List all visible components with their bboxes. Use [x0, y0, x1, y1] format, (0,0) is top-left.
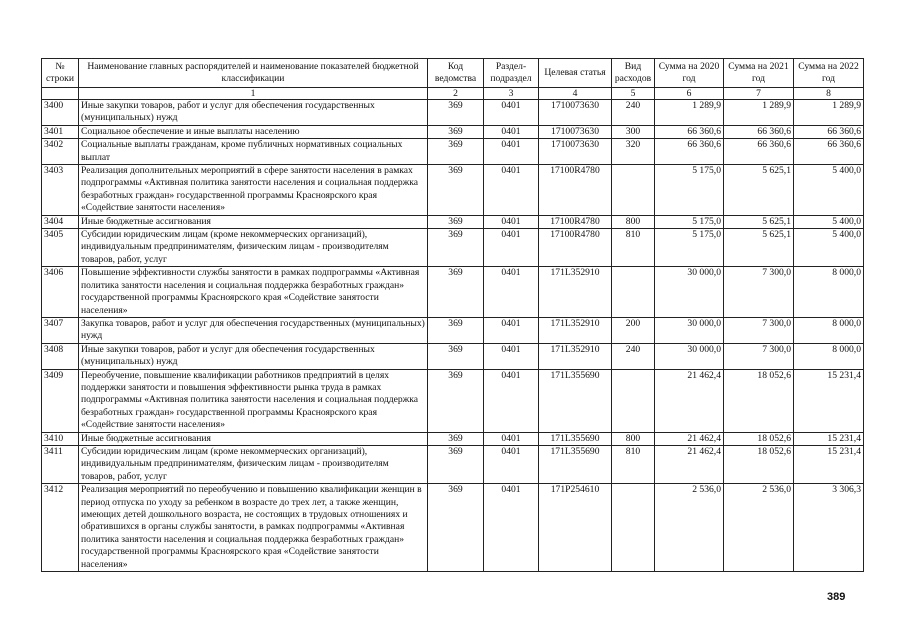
- budget-document: [41, 58, 863, 572]
- row-number: 3401: [42, 125, 79, 138]
- row-sum-2020: 66 360,6: [655, 139, 724, 165]
- row-name: Иные закупки товаров, работ и услуг для обеспечения государственных (муниципальных) нужд: [79, 343, 428, 369]
- row-section: 0401: [484, 317, 539, 343]
- row-name: Реализация дополнительных мероприятий в сфере занятости населения в рамках подпрограммы «Активная политика занятости населения и социальная поддержка безработных граждан» государственной программы Красноярского края «Содействие занятости населения»: [79, 165, 428, 216]
- row-target-article: 171L355690: [539, 369, 612, 432]
- row-dept-code: 369: [428, 267, 484, 318]
- row-target-article: 1710073630: [539, 139, 612, 165]
- row-sum-2022: 3 306,3: [794, 484, 864, 572]
- table-row: [42, 125, 864, 138]
- row-sum-2021: 66 360,6: [724, 125, 794, 138]
- row-expense-type: 320: [612, 139, 655, 165]
- table-header-row: [42, 59, 864, 88]
- row-sum-2021: 1 289,9: [724, 100, 794, 126]
- table-row: [42, 369, 864, 432]
- row-section: 0401: [484, 432, 539, 445]
- row-target-article: 17100R4780: [539, 229, 612, 267]
- row-sum-2020: 30 000,0: [655, 317, 724, 343]
- row-sum-2022: 8 000,0: [794, 267, 864, 318]
- row-dept-code: 369: [428, 445, 484, 483]
- table-row: [42, 432, 864, 445]
- row-sum-2022: 5 400,0: [794, 229, 864, 267]
- row-number: 3402: [42, 139, 79, 165]
- row-target-article: 1710073630: [539, 125, 612, 138]
- row-sum-2022: 15 231,4: [794, 432, 864, 445]
- column-number: [42, 88, 79, 100]
- header-section: Раздел-подраздел: [484, 59, 539, 88]
- header-target-article: Целевая статья: [539, 59, 612, 88]
- row-sum-2020: 2 536,0: [655, 484, 724, 572]
- column-number: 7: [724, 88, 794, 100]
- row-sum-2022: 5 400,0: [794, 165, 864, 216]
- column-number-row: [42, 88, 864, 100]
- column-number: 8: [794, 88, 864, 100]
- row-section: 0401: [484, 445, 539, 483]
- column-number: 3: [484, 88, 539, 100]
- row-dept-code: 369: [428, 125, 484, 138]
- row-number: 3409: [42, 369, 79, 432]
- row-sum-2020: 5 175,0: [655, 229, 724, 267]
- row-name: Переобучение, повышение квалификации работников предприятий в целях поддержки занятости и повышения эффективности рынка труда в рамках подпрограммы «Активная политика занятости населения и социальная поддержка безработных граждан» государственной программы Красноярского края «Содействие занятости населения»: [79, 369, 428, 432]
- row-sum-2021: 18 052,6: [724, 445, 794, 483]
- row-target-article: 171L352910: [539, 267, 612, 318]
- row-target-article: 171L352910: [539, 343, 612, 369]
- budget-table-body: [42, 100, 864, 572]
- row-section: 0401: [484, 229, 539, 267]
- column-number: 1: [79, 88, 428, 100]
- row-expense-type: 200: [612, 317, 655, 343]
- table-row: [42, 267, 864, 318]
- row-number: 3410: [42, 432, 79, 445]
- row-expense-type: [612, 369, 655, 432]
- row-dept-code: 369: [428, 139, 484, 165]
- row-expense-type: 240: [612, 100, 655, 126]
- header-sum-2020: Сумма на 2020 год: [655, 59, 724, 88]
- row-expense-type: 810: [612, 229, 655, 267]
- table-row: [42, 445, 864, 483]
- row-sum-2020: 30 000,0: [655, 267, 724, 318]
- row-dept-code: 369: [428, 317, 484, 343]
- column-number: 6: [655, 88, 724, 100]
- row-section: 0401: [484, 267, 539, 318]
- header-dept-code: Код ведомства: [428, 59, 484, 88]
- row-name: Иные бюджетные ассигнования: [79, 432, 428, 445]
- column-number: 4: [539, 88, 612, 100]
- row-sum-2021: 2 536,0: [724, 484, 794, 572]
- table-row: [42, 484, 864, 572]
- row-sum-2020: 5 175,0: [655, 215, 724, 228]
- table-row: [42, 343, 864, 369]
- header-sum-2021: Сумма на 2021 год: [724, 59, 794, 88]
- row-sum-2020: 21 462,4: [655, 445, 724, 483]
- page-number: 389: [827, 591, 846, 603]
- row-number: 3406: [42, 267, 79, 318]
- row-number: 3407: [42, 317, 79, 343]
- header-name: Наименование главных распорядителей и наименование показателей бюджетной классификации: [79, 59, 428, 88]
- row-number: 3404: [42, 215, 79, 228]
- row-dept-code: 369: [428, 215, 484, 228]
- row-target-article: 171P254610: [539, 484, 612, 572]
- row-target-article: 171L352910: [539, 317, 612, 343]
- row-name: Закупка товаров, работ и услуг для обеспечения государственных (муниципальных) нужд: [79, 317, 428, 343]
- row-section: 0401: [484, 343, 539, 369]
- table-row: [42, 215, 864, 228]
- row-number: 3412: [42, 484, 79, 572]
- row-dept-code: 369: [428, 165, 484, 216]
- column-number: 5: [612, 88, 655, 100]
- table-row: [42, 165, 864, 216]
- row-expense-type: 810: [612, 445, 655, 483]
- row-expense-type: [612, 165, 655, 216]
- row-dept-code: 369: [428, 100, 484, 126]
- row-section: 0401: [484, 100, 539, 126]
- row-section: 0401: [484, 215, 539, 228]
- row-number: 3400: [42, 100, 79, 126]
- row-expense-type: [612, 484, 655, 572]
- row-expense-type: 800: [612, 215, 655, 228]
- row-number: 3403: [42, 165, 79, 216]
- row-sum-2020: 21 462,4: [655, 432, 724, 445]
- row-section: 0401: [484, 125, 539, 138]
- row-sum-2020: 30 000,0: [655, 343, 724, 369]
- row-name: Иные закупки товаров, работ и услуг для обеспечения государственных (муниципальных) нужд: [79, 100, 428, 126]
- row-target-article: 171L355690: [539, 432, 612, 445]
- row-section: 0401: [484, 369, 539, 432]
- table-row: [42, 229, 864, 267]
- row-sum-2020: 1 289,9: [655, 100, 724, 126]
- table-row: [42, 317, 864, 343]
- row-sum-2021: 7 300,0: [724, 343, 794, 369]
- row-expense-type: 240: [612, 343, 655, 369]
- row-sum-2022: 8 000,0: [794, 317, 864, 343]
- row-section: 0401: [484, 484, 539, 572]
- row-target-article: 171L355690: [539, 445, 612, 483]
- row-sum-2021: 18 052,6: [724, 432, 794, 445]
- row-section: 0401: [484, 165, 539, 216]
- row-number: 3411: [42, 445, 79, 483]
- row-sum-2022: 66 360,6: [794, 139, 864, 165]
- header-row-number: № строки: [42, 59, 79, 88]
- row-sum-2022: 66 360,6: [794, 125, 864, 138]
- row-sum-2021: 5 625,1: [724, 215, 794, 228]
- row-sum-2021: 5 625,1: [724, 229, 794, 267]
- row-target-article: 1710073630: [539, 100, 612, 126]
- row-sum-2022: 1 289,9: [794, 100, 864, 126]
- row-section: 0401: [484, 139, 539, 165]
- row-sum-2020: 21 462,4: [655, 369, 724, 432]
- column-number: 2: [428, 88, 484, 100]
- row-sum-2021: 66 360,6: [724, 139, 794, 165]
- table-row: [42, 100, 864, 126]
- row-target-article: 17100R4780: [539, 165, 612, 216]
- row-name: Реализация мероприятий по переобучению и повышению квалификации женщин в период отпуска по уходу за ребенком в возрасте до трех лет, а также женщин, имеющих детей дошкольного возраста, не состоящих в трудовых отношениях и обратившихся в органы службы занятости, в рамках подпрограммы «Активная политика занятости населения и социальная поддержка безработных граждан» государственной программы Красноярского края «Содействие занятости населения»: [79, 484, 428, 572]
- row-sum-2020: 66 360,6: [655, 125, 724, 138]
- row-sum-2021: 18 052,6: [724, 369, 794, 432]
- row-name: Социальное обеспечение и иные выплаты населению: [79, 125, 428, 138]
- row-target-article: 17100R4780: [539, 215, 612, 228]
- row-name: Социальные выплаты гражданам, кроме публичных нормативных социальных выплат: [79, 139, 428, 165]
- header-sum-2022: Сумма на 2022 год: [794, 59, 864, 88]
- row-expense-type: [612, 267, 655, 318]
- row-expense-type: 800: [612, 432, 655, 445]
- row-name: Повышение эффективности службы занятости в рамках подпрограммы «Активная политика занятости населения и социальная поддержка безработных граждан» государственной программы Красноярского края «Содействие занятости населения»: [79, 267, 428, 318]
- row-dept-code: 369: [428, 484, 484, 572]
- header-expense-type: Вид расходов: [612, 59, 655, 88]
- row-name: Субсидии юридическим лицам (кроме некоммерческих организаций), индивидуальным предпринимателям, физическим лицам - производителям товаров, работ, услуг: [79, 445, 428, 483]
- row-dept-code: 369: [428, 432, 484, 445]
- table-row: [42, 139, 864, 165]
- row-sum-2021: 7 300,0: [724, 317, 794, 343]
- row-number: 3405: [42, 229, 79, 267]
- row-name: Иные бюджетные ассигнования: [79, 215, 428, 228]
- row-sum-2022: 8 000,0: [794, 343, 864, 369]
- row-sum-2021: 7 300,0: [724, 267, 794, 318]
- row-sum-2022: 5 400,0: [794, 215, 864, 228]
- row-dept-code: 369: [428, 343, 484, 369]
- row-number: 3408: [42, 343, 79, 369]
- row-expense-type: 300: [612, 125, 655, 138]
- row-dept-code: 369: [428, 229, 484, 267]
- row-sum-2020: 5 175,0: [655, 165, 724, 216]
- row-sum-2021: 5 625,1: [724, 165, 794, 216]
- row-name: Субсидии юридическим лицам (кроме некоммерческих организаций), индивидуальным предпринимателям, физическим лицам - производителям товаров, работ, услуг: [79, 229, 428, 267]
- row-sum-2022: 15 231,4: [794, 445, 864, 483]
- row-sum-2022: 15 231,4: [794, 369, 864, 432]
- row-dept-code: 369: [428, 369, 484, 432]
- budget-table: [41, 58, 864, 572]
